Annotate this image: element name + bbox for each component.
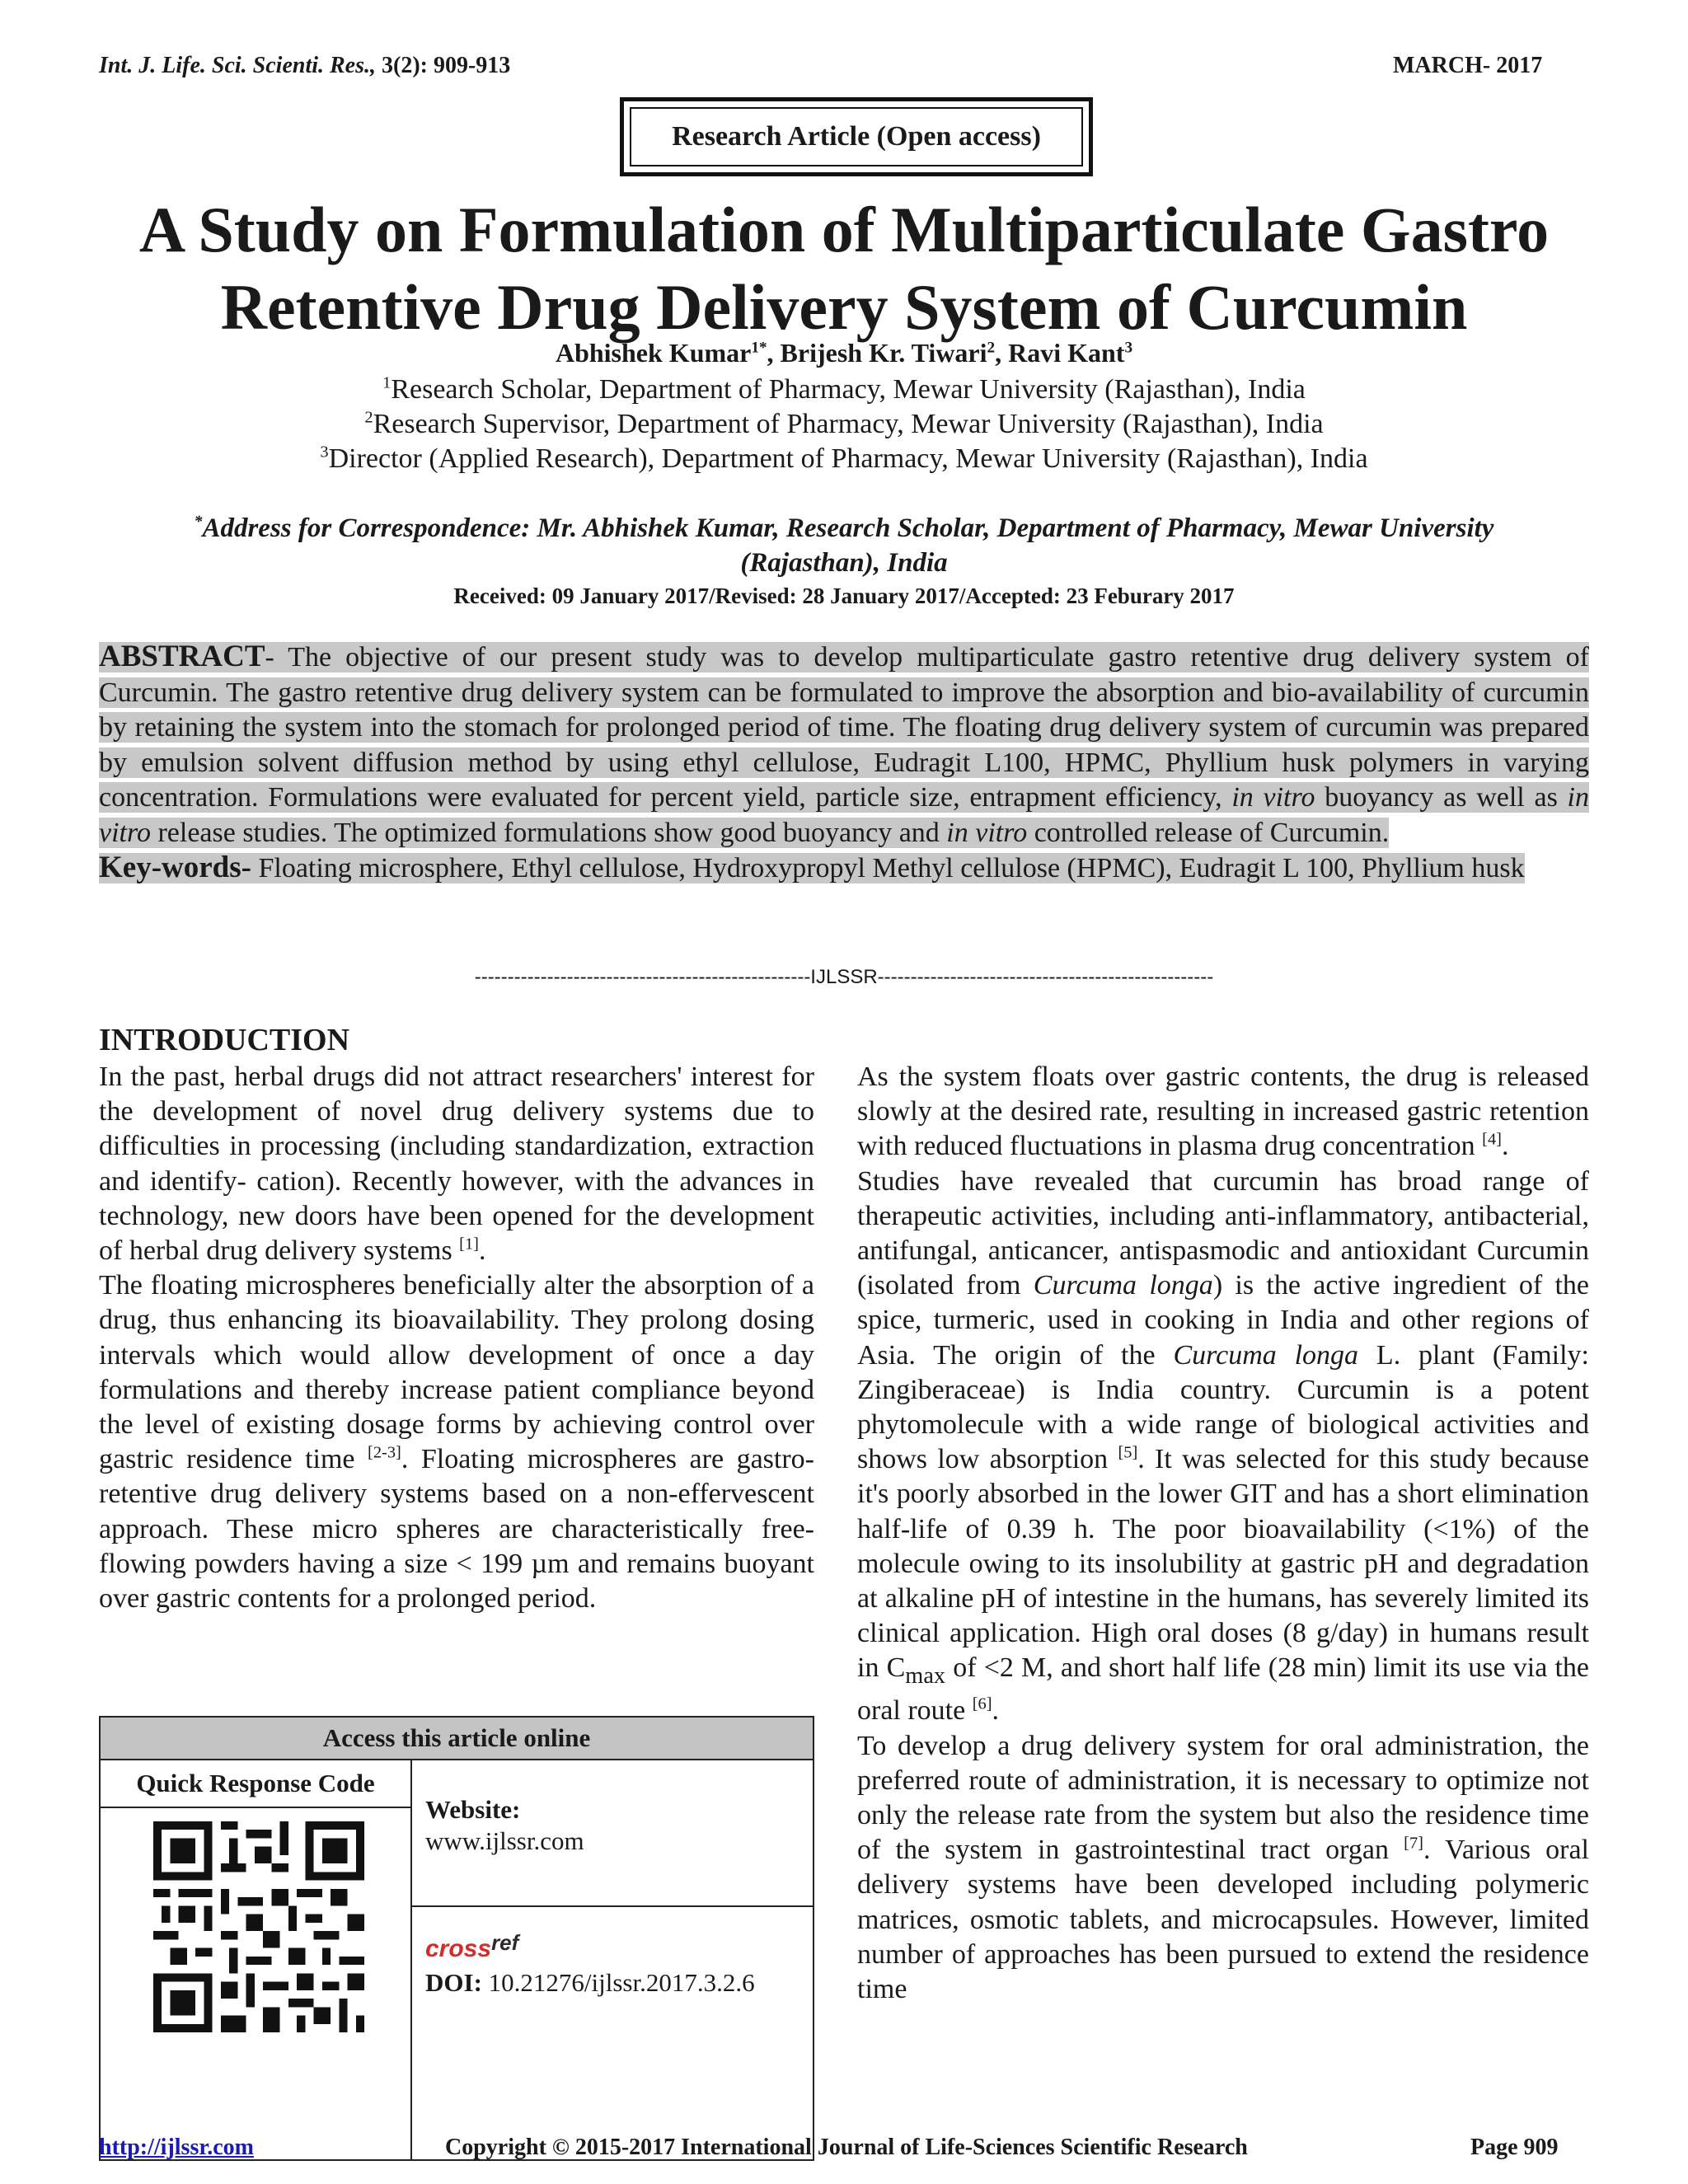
abstract-italic-2: in vitro xyxy=(99,782,1589,848)
abstract-label: ABSTRACT xyxy=(99,640,265,673)
doi[interactable] xyxy=(425,1968,755,1998)
article-dates: Received: 09 January 2017/Revised: 28 January 2017/Accepted: 23 Feburary 2017 xyxy=(453,583,1235,608)
citation-ref: [7] xyxy=(1404,1834,1423,1853)
affiliation-2-text: Research Supervisor, Department of Pharmacy, Mewar University (Rajasthan), India xyxy=(373,409,1324,439)
citation-ref: [6] xyxy=(972,1695,992,1714)
author-2: Brijesh Kr. Tiwari xyxy=(780,338,987,368)
paragraph xyxy=(99,1268,814,1616)
abstract-italic-3: in vitro xyxy=(946,817,1028,848)
paragraph-text: . It was selected for this study because it's poorly absorbed in the lower GIT and has a short elimination half-life of 0.39 h. The poor bioavailability (<1%) of the molecule owing to its insolubility at gastric pH and degradation at alkaline pH of intestine in the humans, has severely limited its clinical application. High oral doses (8 g/day) in humans result in C xyxy=(857,1444,1589,1684)
author-1: Abhishek Kumar xyxy=(555,338,752,368)
doi-label: DOI: xyxy=(425,1968,482,1997)
title-line-1: A Study on Formulation of Multiparticulate Gastro xyxy=(138,194,1550,265)
running-header-date: MARCH- 2017 xyxy=(1393,53,1543,78)
crossref-logo-text: ref xyxy=(491,1930,519,1955)
paragraph-text: L. plant (Family: Zingiberaceae) is India country. Curcumin is a potent phytomolecule with a wide range of biological activities and shows low absorption xyxy=(857,1339,1589,1475)
paragraph xyxy=(857,1060,1589,1165)
keywords xyxy=(99,851,1589,887)
introduction-heading: INTRODUCTION xyxy=(99,1023,350,1057)
correspondence-sup: * xyxy=(194,513,203,531)
footer-website-link[interactable]: http://ijlssr.com xyxy=(99,2135,254,2160)
page-number: Page 909 xyxy=(1470,2135,1559,2160)
website-link[interactable]: www.ijlssr.com xyxy=(425,1826,584,1855)
affiliation-2-sup: 2 xyxy=(364,408,373,427)
author-3: Ravi Kant xyxy=(1008,338,1125,368)
affiliation-3-sup: 3 xyxy=(320,443,329,462)
author-2-sup: 2 xyxy=(987,339,996,357)
paragraph-text: In the past, herbal drugs did not attract researchers' interest for the development of novel drug delivery systems due to difficulties in processing (including standardization, extraction and identify- cation). Recently however, with the advances in technology, new doors have been opened for the development of herbal drug delivery systems xyxy=(99,1062,814,1267)
affiliation-2 xyxy=(49,409,1639,440)
paragraph-text: . Various oral delivery systems have been developed including polymeric matrices, osmotic tablets, and microcapsules. However, limited number of approaches has been pursued to extend the residence time xyxy=(857,1835,1589,2005)
abstract-text-2: buoyancy as well as xyxy=(1315,782,1568,813)
affiliation-1-sup: 1 xyxy=(382,373,392,392)
keywords-text: Floating microsphere, Ethyl cellulose, Hydroxypropyl Methyl cellulose (HPMC), Eudragit L 100, Phyllium husk xyxy=(251,853,1525,883)
author-list: Abhishek Kumar$^{1*}$, Brijesh Kr. Tiwari$^2$, Ravi Kant$^3$ xyxy=(555,338,1133,368)
abstract-text-1: - The objective of our present study was to develop multiparticulate gastro retentive drug delivery system of Curcumin. The gastro retentive drug delivery system can be formulated to improve the absorption and bio-availability of curcumin by retaining the system into the stomach for prolonged period of time. The floating drug delivery system of curcumin was prepared by emulsion solvent diffusion method by using ethyl cellulose, Eudragit L100, HPMC, Phyllium husk polymers in varying concentration. Formulations were evaluated for percent yield, particle size, entrapment efficiency, xyxy=(99,642,1589,813)
affiliation-3-text: Director (Applied Research), Department of Pharmacy, Mewar University (Rajasthan), India xyxy=(328,443,1368,474)
subscript: max xyxy=(905,1663,946,1690)
citation-ref: [4] xyxy=(1482,1131,1502,1150)
correspondence-line-1: Address for Correspondence: Mr. Abhishek Kumar, Research Scholar, Department of Pharmacy, Mewar University xyxy=(202,513,1494,543)
species-name: Curcuma longa xyxy=(1033,1270,1213,1301)
website-label: Website: xyxy=(425,1795,521,1824)
author-1-sup: 1* xyxy=(751,339,767,357)
article-title xyxy=(49,191,1639,346)
qr-code[interactable] xyxy=(153,1821,364,2032)
running-header-citation xyxy=(99,53,510,79)
paragraph-text: . xyxy=(1501,1131,1509,1162)
paragraph xyxy=(857,1165,1589,1729)
section-separator: ---------------------------------------------------IJLSSR--------------------------------------------------- xyxy=(474,966,1214,988)
article-type-label: Research Article (Open access) xyxy=(630,107,1083,166)
citation-ref: [5] xyxy=(1118,1443,1138,1462)
keywords-label: Key-words- xyxy=(99,851,251,884)
abstract-block xyxy=(99,640,1589,887)
paragraph-text: To develop a drug delivery system for oral administration, the preferred route of administration, it is necessary to optimize not only the release rate from the system but also the residence time of the system in gastrointestinal tract organ xyxy=(857,1730,1589,1866)
abstract-text-3: release studies. The optimized formulations show good buoyancy and xyxy=(150,817,947,848)
paragraph-text: The floating microspheres beneficially alter the absorption of a drug, thus enhancing its bioavailability. They prolong dosing intervals which would allow development of once a day formulations and thereby increase patient compliance beyond the level of existing dosage forms by achieving control over gastric residence time xyxy=(99,1270,814,1475)
paragraph-text: As the system floats over gastric contents, the drug is released slowly at the desired rate, resulting in increased gastric retention with reduced fluctuations in plasma drug concentration xyxy=(857,1062,1589,1162)
doi-value: 10.21276/ijlssr.2017.3.2.6 xyxy=(488,1968,755,1997)
box-divider xyxy=(410,1905,813,1907)
species-name: Curcuma longa xyxy=(1173,1339,1359,1371)
paragraph-text: . Floating microspheres are gastro-retentive drug delivery systems based on a non-effervescent approach. These micro spheres are characteristically free- flowing powders having a size < 199 µm and remains buoyant over gastric contents for a prolonged period. xyxy=(99,1444,815,1615)
affiliation-1-text: Research Scholar, Department of Pharmacy, Mewar University (Rajasthan), India xyxy=(391,374,1306,405)
body-column-left xyxy=(99,1060,814,1616)
volume-pages: 3(2): 909-913 xyxy=(382,53,511,78)
box-divider xyxy=(410,1759,412,2159)
article-type-badge xyxy=(620,97,1093,176)
paragraph-text: Studies have revealed that curcumin has broad range of therapeutic activities, including anti-inflammatory, antibacterial, antifungal, anticancer, antispasmodic and antioxidant Curcumin (isolated from xyxy=(857,1165,1589,1301)
citation-ref: [1] xyxy=(459,1235,479,1254)
crossref-logo xyxy=(425,1930,518,1963)
journal-abbrev: Int. J. Life. Sci. Scienti. Res., xyxy=(99,53,376,78)
paragraph-text: ) is the active ingredient of the spice, turmeric, used in cooking in India and other regions of Asia. The origin of the xyxy=(857,1270,1589,1371)
footer-copyright: Copyright © 2015-2017 International Journal of Life-Sciences Scientific Research xyxy=(445,2135,1248,2160)
qr-code-label: Quick Response Code xyxy=(136,1769,375,1797)
body-column-right xyxy=(857,1060,1589,2007)
abstract-text-4: controlled release of Curcumin. xyxy=(1027,817,1390,848)
paragraph-text: . xyxy=(478,1235,486,1267)
paragraph xyxy=(99,1060,814,1268)
affiliation-3 xyxy=(49,443,1639,475)
citation-ref: [2-3] xyxy=(368,1443,401,1462)
box-divider xyxy=(101,1807,410,1808)
correspondence-address xyxy=(49,511,1639,580)
paragraph-text: . xyxy=(992,1695,999,1727)
paragraph-text: of <2 M, and short half life (28 min) limit its use via the oral route xyxy=(857,1652,1589,1727)
abstract-italic-1: in vitro xyxy=(1231,782,1315,813)
access-article-box xyxy=(99,1716,814,2161)
correspondence-line-2: (Rajasthan), India xyxy=(740,548,948,578)
access-box-heading: Access this article online xyxy=(101,1718,813,1760)
author-3-sup: 3 xyxy=(1124,339,1133,357)
paragraph xyxy=(857,1729,1589,2008)
affiliation-1 xyxy=(49,374,1639,405)
crossref-logo-text: cross xyxy=(425,1935,492,1962)
title-line-2: Retentive Drug Delivery System of Curcumin xyxy=(220,271,1468,343)
